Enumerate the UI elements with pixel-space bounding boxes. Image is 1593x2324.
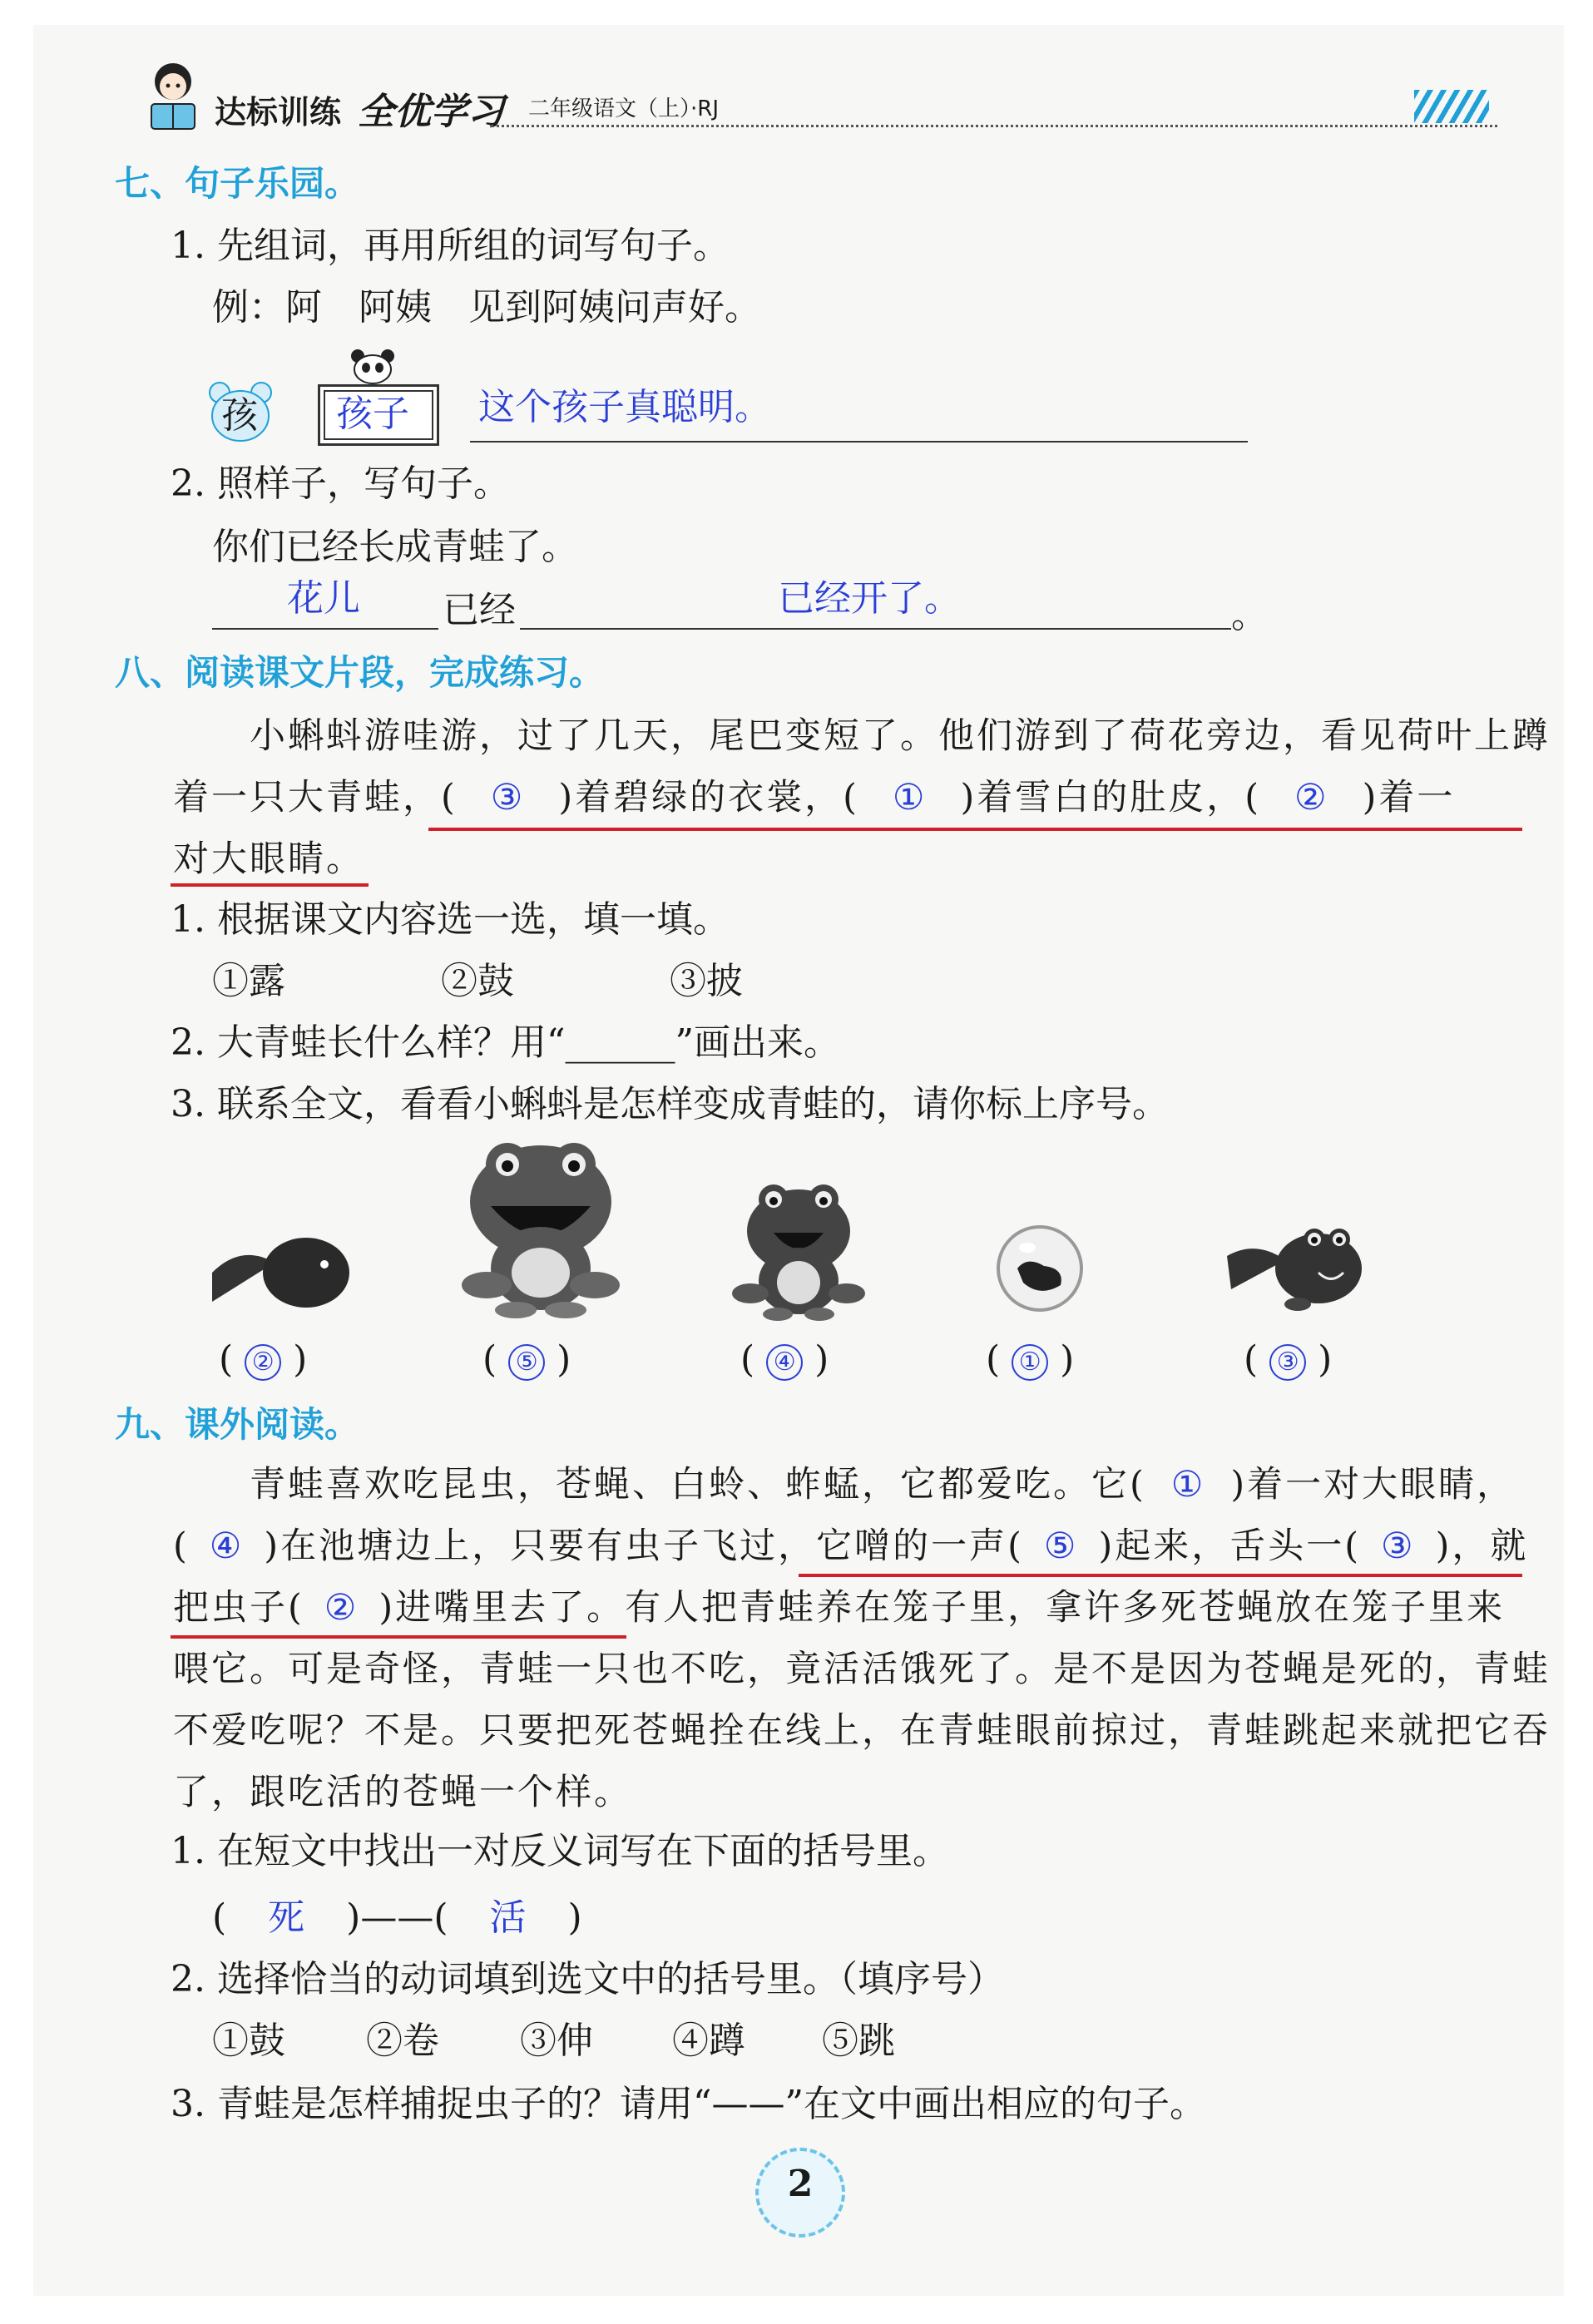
header-dotted-rule bbox=[491, 125, 1497, 127]
brand-title: 达标训练 bbox=[215, 94, 342, 131]
order-answer-1[interactable]: ( ② ) bbox=[219, 1338, 308, 1381]
blank-answer: ① bbox=[892, 777, 928, 818]
reading-line-6: 了，跟吃活的苍蝇一个样。 bbox=[173, 1772, 632, 1813]
passage-line-1: 小蝌蚪游哇游，过了几天，尾巴变短了。他们游到了荷花旁边，看见荷叶上蹲 bbox=[250, 715, 1551, 757]
verb-option-1: ①鼓 bbox=[212, 2020, 285, 2062]
sec8-option-3: ③披 bbox=[670, 960, 743, 1002]
sec8-option-2: ②鼓 bbox=[441, 960, 514, 1002]
sec9-question-3: 3. 青蛙是怎样捕捉虫子的？请用“——”在文中画出相应的句子。 bbox=[171, 2083, 1206, 2125]
tadpole-with-legs-icon bbox=[1223, 1214, 1368, 1314]
section-8-title: 八、阅读课文片段，完成练习。 bbox=[115, 652, 605, 693]
verb-option-5: ⑤跳 bbox=[822, 2020, 895, 2062]
sec7-question-2: 2. 照样子，写句子。 bbox=[171, 462, 510, 505]
sentence-underline bbox=[470, 441, 1248, 443]
small-frog-icon bbox=[732, 1181, 865, 1323]
order-answer-4[interactable]: ( ① ) bbox=[986, 1338, 1075, 1381]
blank-answer: ③ bbox=[490, 777, 526, 818]
order-answer-2[interactable]: ( ⑤ ) bbox=[482, 1338, 571, 1381]
sec8-question-1: 1. 根据课文内容选一选，填一填。 bbox=[171, 898, 730, 941]
section-9-title: 九、课外阅读。 bbox=[115, 1404, 360, 1445]
fill-mid-word: 已经 bbox=[443, 589, 516, 631]
sec9-question-2: 2. 选择恰当的动词填到选文中的括号里。（填序号） bbox=[171, 1958, 1004, 2000]
passage-line-3: 对大眼睛。 bbox=[173, 838, 364, 880]
sentence-answer: 这个孩子真聪明。 bbox=[478, 386, 771, 428]
fill-2-answer: 已经开了。 bbox=[778, 577, 961, 620]
page-number: 2 bbox=[787, 2163, 814, 2205]
verb-option-2: ②卷 bbox=[366, 2020, 439, 2062]
order-answer-5[interactable]: ( ③ ) bbox=[1244, 1338, 1333, 1381]
reading-line-2: ( ④ )在池塘边上，只要有虫子飞过，它噌的一声( ⑤ )起来，舌头一( ③ )，就 bbox=[173, 1525, 1529, 1567]
brand-title-2: 全优学习 bbox=[358, 91, 504, 133]
order-answer-3[interactable]: ( ④ ) bbox=[740, 1338, 829, 1381]
sec8-question-3: 3. 联系全文，看看小蝌蚪是怎样变成青蛙的，请你标上序号。 bbox=[171, 1083, 1169, 1125]
fill-1-underline[interactable] bbox=[212, 628, 438, 630]
fill-2-underline[interactable] bbox=[520, 628, 1231, 630]
sec8-option-1: ①露 bbox=[212, 960, 285, 1002]
sec7-question-1: 1. 先组词，再用所组的词写句子。 bbox=[171, 225, 730, 267]
reading-line-3: 把虫子( ② )进嘴里去了。有人把青蛙养在笼子里，拿许多死苍蝇放在笼子里来 bbox=[173, 1587, 1506, 1629]
red-underline bbox=[171, 883, 369, 887]
sec7-model-sentence: 你们已经长成青蛙了。 bbox=[212, 526, 578, 568]
subject-label: 二年级语文（上）·RJ bbox=[528, 96, 719, 121]
reading-line-5: 不爱吃呢？不是。只要把死苍蝇拴在线上，在青蛙眼前掠过，青蛙跳起来就把它吞 bbox=[173, 1710, 1551, 1752]
reading-line-4: 喂它。可是奇怪，青蛙一只也不吃，竟活活饿死了。是不是因为苍蝇是死的，青蛙 bbox=[173, 1649, 1551, 1690]
passage-line-2: 着一只大青蛙，( ③ )着碧绿的衣裳，( ① )着雪白的肚皮，( ② )着一 bbox=[173, 777, 1456, 818]
sec9-question-1: 1. 在短文中找出一对反义词写在下面的括号里。 bbox=[171, 1830, 949, 1872]
reading-line-1: 青蛙喜欢吃昆虫，苍蝇、白蛉、蚱蜢，它都爱吃。它( ① )着一对大眼睛， bbox=[250, 1464, 1516, 1506]
header-stripes bbox=[1414, 90, 1489, 123]
section-7-title: 七、句子乐园。 bbox=[115, 163, 360, 204]
fill-1-answer: 花儿 bbox=[287, 577, 360, 620]
fill-end-punct: 。 bbox=[1231, 594, 1268, 636]
verb-option-3: ③伸 bbox=[520, 2020, 593, 2062]
mascot-logo bbox=[140, 58, 206, 133]
blank-answer: ② bbox=[1294, 777, 1329, 818]
sec8-question-2: 2. 大青蛙长什么样？用“______”画出来。 bbox=[171, 1021, 840, 1064]
verb-option-4: ④蹲 bbox=[672, 2020, 745, 2062]
word-answer: 孩子 bbox=[336, 393, 409, 435]
egg-icon bbox=[994, 1223, 1086, 1314]
antonym-pair[interactable]: ( 死 )——( 活 ) bbox=[212, 1896, 582, 1939]
tadpole-icon bbox=[208, 1223, 358, 1314]
panda-icon bbox=[348, 348, 398, 384]
sec7-example: 例：阿 阿姨 见到阿姨问声好。 bbox=[212, 286, 761, 329]
big-frog-icon bbox=[462, 1140, 620, 1323]
red-underline bbox=[428, 828, 1522, 831]
sec7-character: 孩 bbox=[221, 394, 258, 437]
